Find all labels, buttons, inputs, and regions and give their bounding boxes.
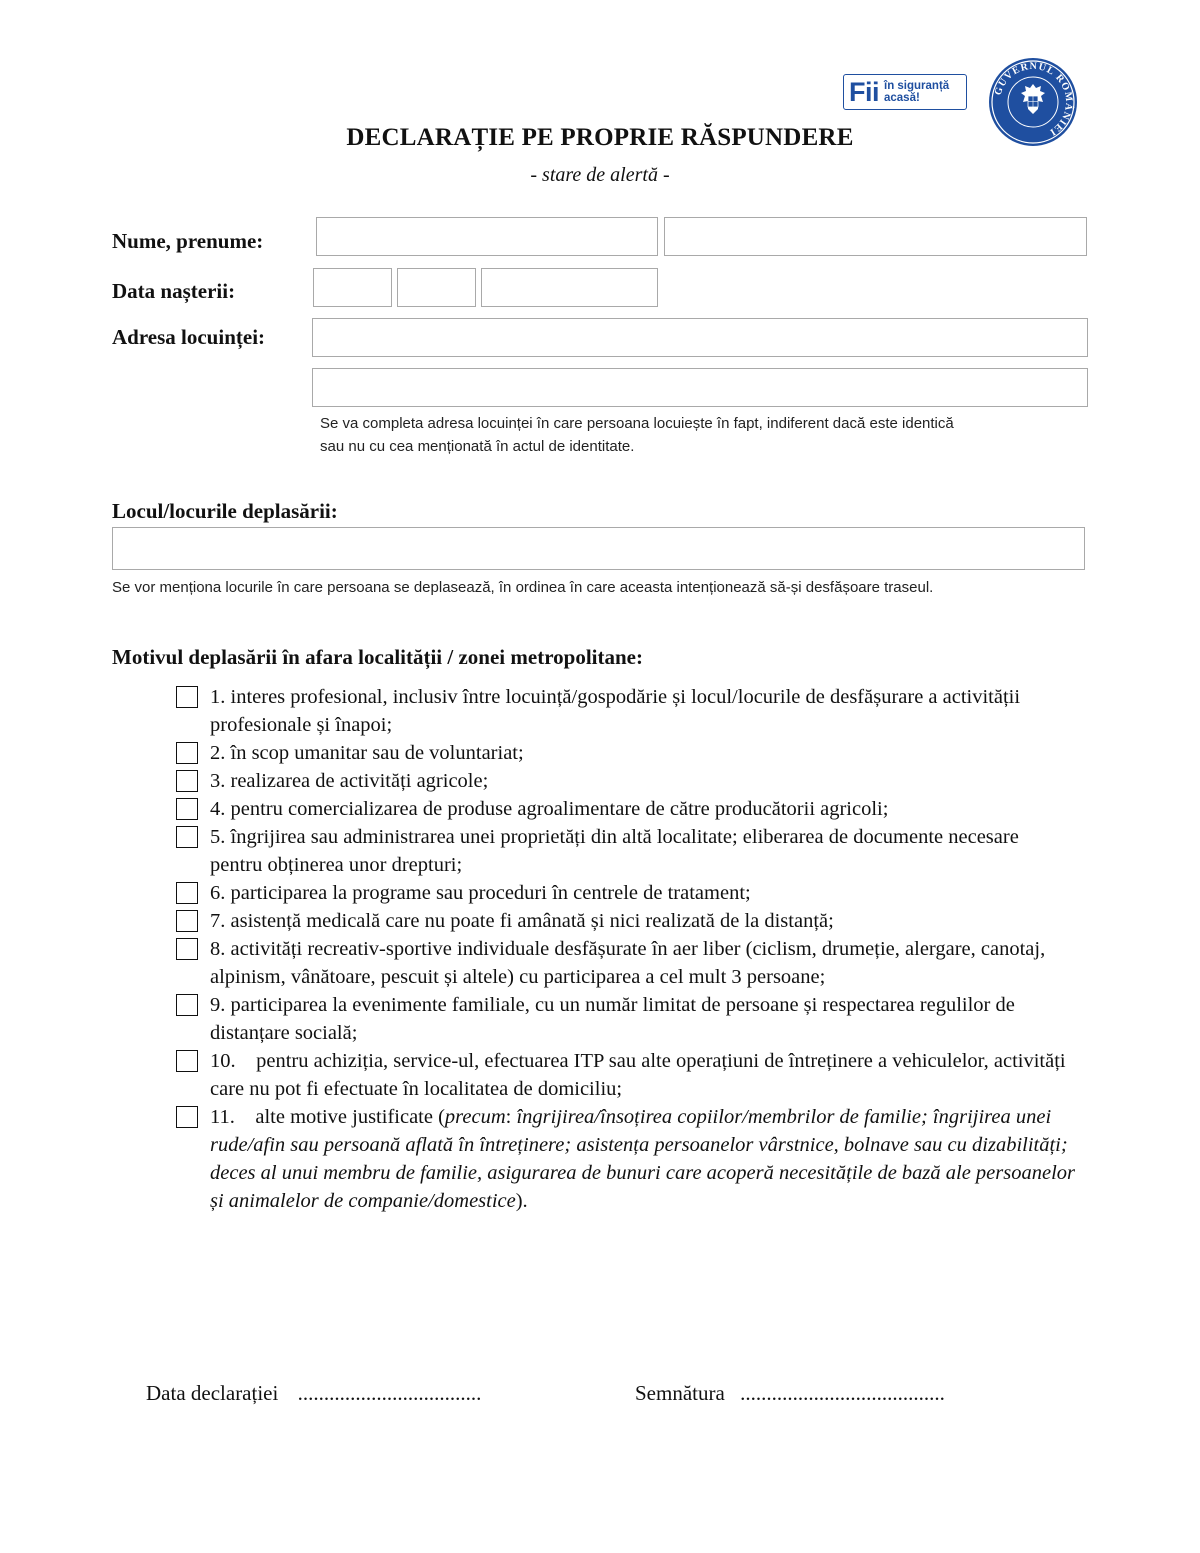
signature-block xyxy=(635,1381,945,1406)
reason-item-1: 1. interes profesional, inclusiv între locuință/gospodărie și locul/locurile de desfășurare a activității profesionale și înapoi; xyxy=(176,683,1076,739)
birth-year-field[interactable] xyxy=(481,268,658,307)
reason-checkbox-7[interactable] xyxy=(176,910,198,932)
reasons-heading: Motivul deplasării în afara localității / zonei metropolitane: xyxy=(112,645,643,669)
reason-item-9: 9. participarea la evenimente familiale, cu un număr limitat de persoane și respectarea regulilor de distanțare socială; xyxy=(176,991,1076,1047)
page-subtitle: - stare de alertă - xyxy=(530,164,670,186)
places-label: Locul/locurile deplasării: xyxy=(112,499,338,523)
reason-item-4: 4. pentru comercializarea de produse agroalimentare de către producătorii agricoli; xyxy=(176,795,1076,823)
address-note: Se va completa adresa locuinței în care persoana locuiește în fapt, indiferent dacă este identică sau nu cu cea menționată în actul de identitate. xyxy=(320,415,954,455)
reason-checkbox-3[interactable] xyxy=(176,770,198,792)
declaration-date-field[interactable]: ................................... xyxy=(297,1381,482,1405)
signature-label: Semnătura xyxy=(635,1381,725,1405)
birth-day-field[interactable] xyxy=(313,268,392,307)
address-line2-field[interactable] xyxy=(312,368,1088,407)
page-title: DECLARAȚIE PE PROPRIE RĂSPUNDERE xyxy=(346,124,854,151)
birth-date-label: Data nașterii: xyxy=(112,279,236,303)
reason-checkbox-4[interactable] xyxy=(176,798,198,820)
address-line1-field[interactable] xyxy=(312,318,1088,357)
places-note: Se vor menționa locurile în care persoana se deplasează, în ordinea în care aceasta intenționează să-și desfășoare traseul. xyxy=(112,579,934,596)
reasons-list xyxy=(176,683,1076,1215)
reason-checkbox-5[interactable] xyxy=(176,826,198,848)
fii-logo-word: Fii xyxy=(849,76,879,107)
reason-item-10: 10. pentru achiziția, service-ul, efectuarea ITP sau alte operațiuni de întreținere a vehiculelor, activități care nu pot fi efectuate în localitatea de domiciliu; xyxy=(176,1047,1076,1103)
reason-item-7: 7. asistență medicală care nu poate fi amânată și nici realizată de la distanță; xyxy=(176,907,1076,935)
reason-checkbox-9[interactable] xyxy=(176,994,198,1016)
reason-checkbox-10[interactable] xyxy=(176,1050,198,1072)
fii-in-siguranta-logo xyxy=(843,74,967,110)
reason-checkbox-6[interactable] xyxy=(176,882,198,904)
reason-checkbox-2[interactable] xyxy=(176,742,198,764)
declaration-date xyxy=(146,1381,481,1406)
reason-item-11: 11. alte motive justificate (precum: îngrijirea/însoțirea copiilor/membrilor de familie; îngrijirea unei rude/afin sau persoană aflată în întreținere; asistența persoanelor vârstnice, bolnave sau cu dizabilități; deces al unui membru de familie, asigurarea de bunuri care acoperă necesitățile de bază ale persoanelor și animalelor de companie/domestice). xyxy=(176,1103,1076,1215)
reason-checkbox-8[interactable] xyxy=(176,938,198,960)
reason-checkbox-1[interactable] xyxy=(176,686,198,708)
seal-text: GUVERNUL ROMÂNIEI xyxy=(992,60,1075,138)
reason-item-6: 6. participarea la programe sau proceduri în centrele de tratament; xyxy=(176,879,1076,907)
signature-field[interactable]: ....................................... xyxy=(740,1381,945,1405)
first-name-field[interactable] xyxy=(664,217,1087,256)
address-label: Adresa locuinței: xyxy=(112,325,266,349)
reason-item-5: 5. îngrijirea sau administrarea unei proprietăți din altă localitate; eliberarea de documente necesare pentru obținerea unor drepturi; xyxy=(176,823,1076,879)
last-name-field[interactable] xyxy=(316,217,658,256)
reason-item-8: 8. activități recreativ-sportive individuale desfășurate în aer liber (ciclism, drumeție, alergare, canotaj, alpinism, vânătoare, pescuit și altele) cu participarea a cel mult 3 persoane; xyxy=(176,935,1076,991)
birth-month-field[interactable] xyxy=(397,268,476,307)
declaration-date-label: Data declarației xyxy=(146,1381,279,1405)
places-field[interactable] xyxy=(112,527,1085,570)
fii-logo-tagline: în siguranță acasă! xyxy=(884,80,950,104)
name-label: Nume, prenume: xyxy=(112,229,264,253)
reason-item-3: 3. realizarea de activități agricole; xyxy=(176,767,1076,795)
reason-checkbox-11[interactable] xyxy=(176,1106,198,1128)
reason-item-2: 2. în scop umanitar sau de voluntariat; xyxy=(176,739,1076,767)
